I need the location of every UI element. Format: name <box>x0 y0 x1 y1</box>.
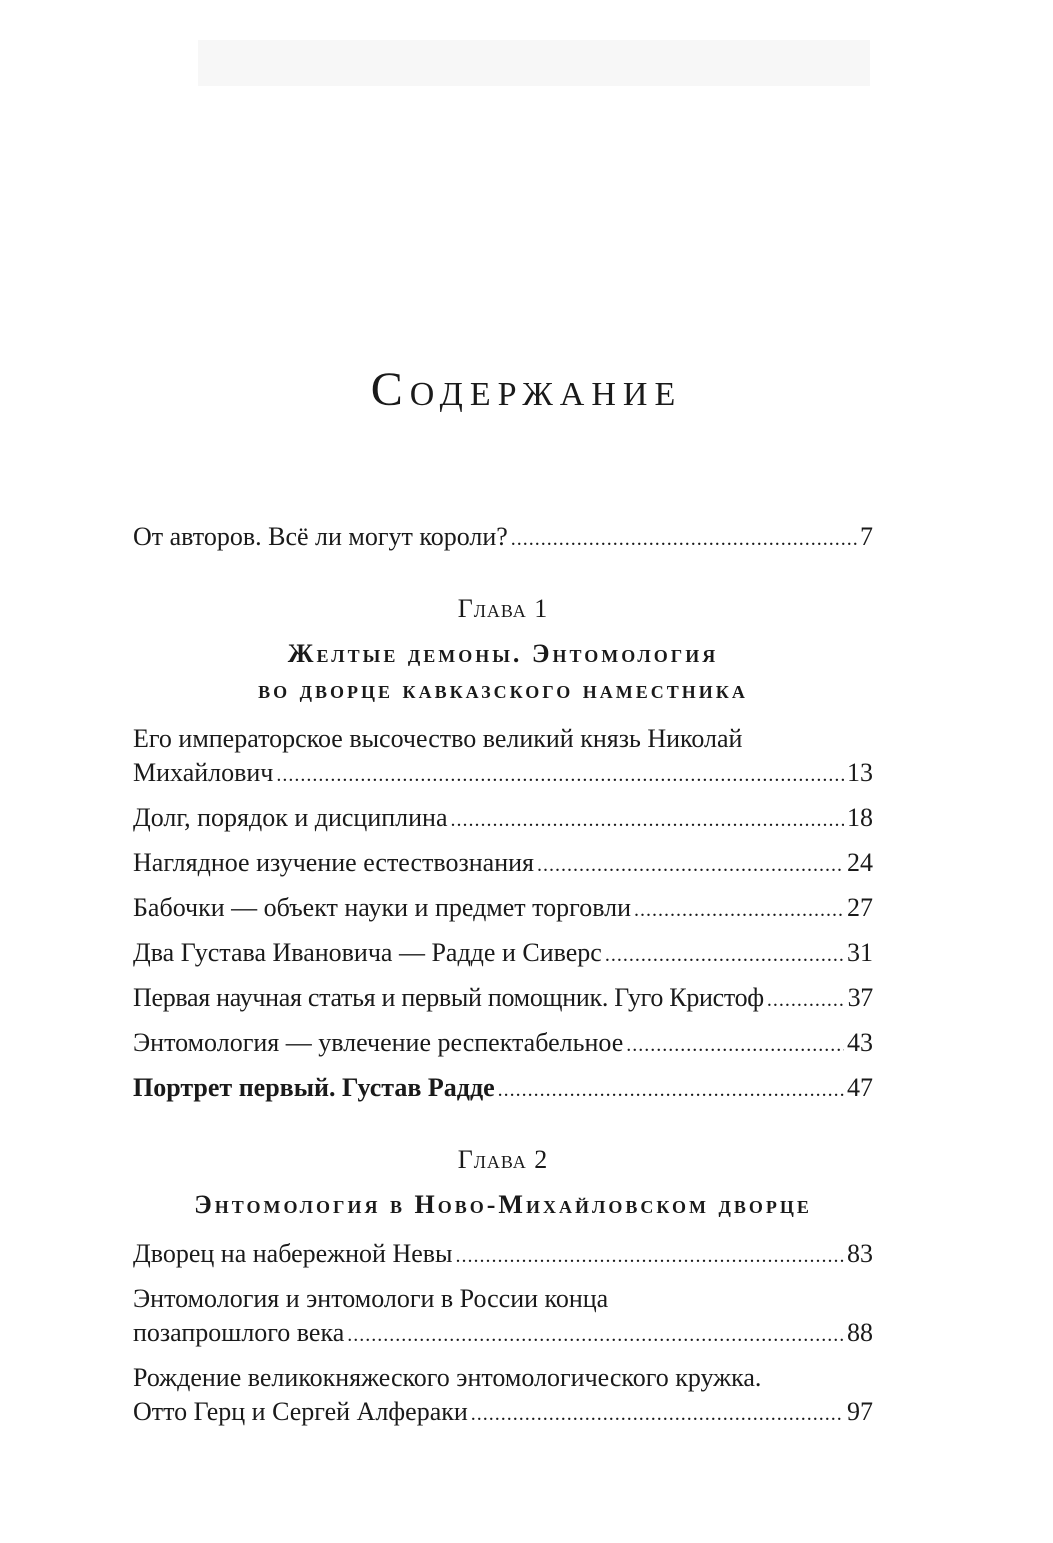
toc-page-number: 88 <box>847 1318 873 1347</box>
toc-entry[interactable] <box>133 1282 873 1352</box>
toc-entry-text: Бабочки — объект науки и предмет торговли <box>133 893 632 922</box>
toc-entry-first-line: Его императорское высочество великий князь Николай <box>133 724 743 753</box>
toc-entry-text: От авторов. Всё ли могут короли? <box>133 522 508 551</box>
toc-entry-text: Долг, порядок и дисциплина <box>133 803 448 832</box>
toc-entry-text: Дворец на набережной Невы <box>133 1239 453 1268</box>
toc-entry[interactable] <box>133 981 873 1017</box>
toc-page-number: 27 <box>847 893 873 922</box>
toc-entry-text: Первая научная статья и первый помощник. Гуго Кристоф <box>133 983 764 1012</box>
toc-entry[interactable] <box>133 801 873 837</box>
chapter-2-label: Глава 2 <box>457 1145 549 1174</box>
toc-page-number: 13 <box>847 758 873 787</box>
chapter-1-title-line: Желтые демоны. Энтомология <box>287 639 719 668</box>
toc-entry[interactable] <box>133 936 873 972</box>
toc-entry-text: Наглядное изучение естествознания <box>133 848 535 877</box>
dot-leader <box>471 1397 844 1431</box>
dot-leader <box>347 1318 844 1352</box>
toc-page-number: 18 <box>847 803 873 832</box>
dot-leader <box>626 1028 844 1062</box>
toc-entry-intro[interactable] <box>133 520 873 556</box>
toc-entry-first-line: Рождение великокняжеского энтомологического кружка. <box>133 1363 762 1392</box>
dot-leader <box>537 848 844 882</box>
dot-leader <box>276 758 844 792</box>
toc-page-number: 97 <box>847 1397 873 1426</box>
toc-entry[interactable] <box>133 1026 873 1062</box>
toc-entry[interactable] <box>133 846 873 882</box>
toc-page-number: 37 <box>847 983 873 1012</box>
dot-leader <box>634 893 844 927</box>
toc-page-number: 7 <box>860 522 873 551</box>
dot-leader <box>511 522 857 556</box>
dot-leader <box>498 1073 844 1107</box>
toc-entry-text: Михайлович <box>133 758 274 787</box>
header-band <box>198 40 870 86</box>
chapter-1-title-line: во дворце кавказского наместника <box>258 675 748 704</box>
page-title: Содержание <box>370 363 683 416</box>
toc-entry[interactable] <box>133 722 873 792</box>
toc-entry[interactable] <box>133 1237 873 1273</box>
toc-entry-text: Энтомология — увлечение респектабельное <box>133 1028 624 1057</box>
toc-entry[interactable] <box>133 1361 873 1431</box>
chapter-2-title <box>133 1187 873 1223</box>
dot-leader <box>767 983 845 1017</box>
table-of-contents <box>133 520 873 1440</box>
toc-entry-text: Отто Герц и Сергей Алфераки <box>133 1397 468 1426</box>
toc-page-number: 47 <box>847 1073 873 1102</box>
dot-leader <box>605 938 844 972</box>
toc-entry-text: Портрет первый. Густав Радде <box>133 1073 495 1102</box>
dot-leader <box>451 803 844 837</box>
toc-page-number: 24 <box>847 848 873 877</box>
dot-leader <box>456 1239 844 1273</box>
toc-entry-text: позапрошлого века <box>133 1318 345 1347</box>
toc-page-number: 31 <box>847 938 873 967</box>
toc-entry-text: Два Густава Ивановича — Радде и Сиверс <box>133 938 602 967</box>
toc-page-number: 83 <box>847 1239 873 1268</box>
toc-entry-first-line: Энтомология и энтомологи в России конца <box>133 1284 609 1313</box>
chapter-1-title <box>133 636 873 708</box>
chapter-2-title-line: Энтомология в Ново-Михайловском дворце <box>194 1190 812 1219</box>
toc-entry[interactable] <box>133 891 873 927</box>
toc-entry-portrait[interactable] <box>133 1071 873 1107</box>
chapter-1-label: Глава 1 <box>457 594 549 623</box>
toc-page-number: 43 <box>847 1028 873 1057</box>
